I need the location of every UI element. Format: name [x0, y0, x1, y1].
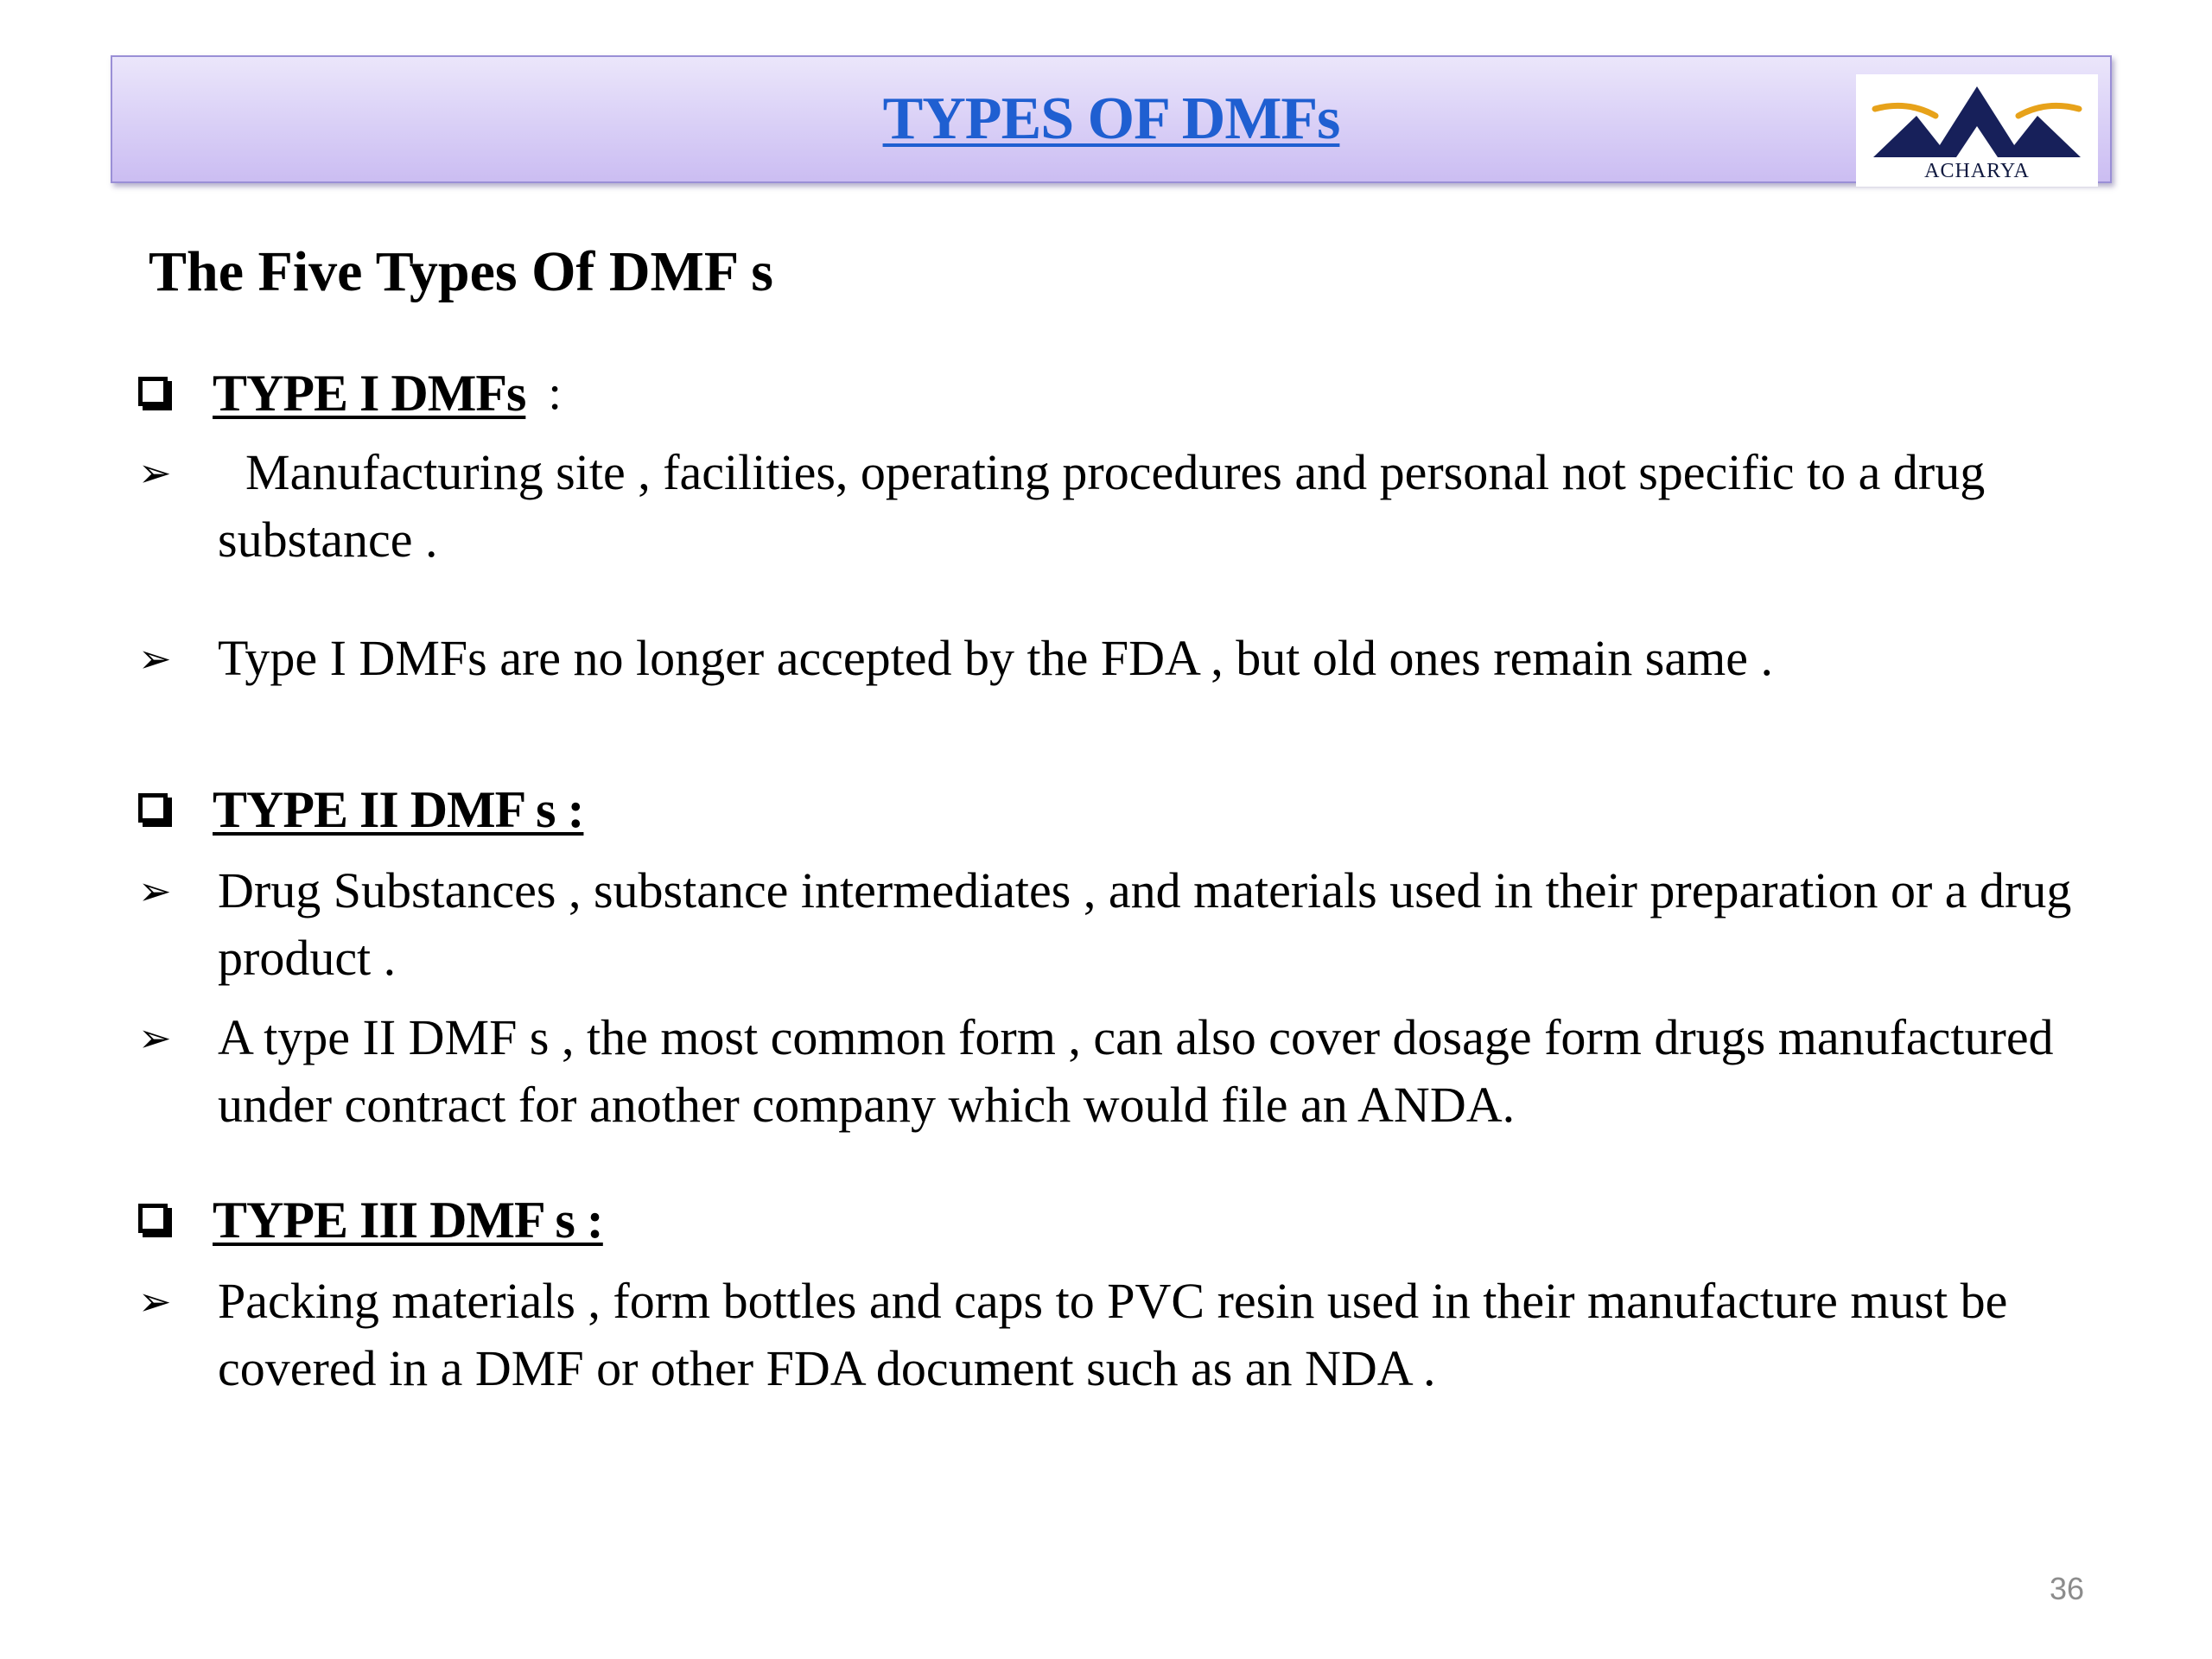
- section-heading: TYPE II DMF s :: [213, 781, 584, 838]
- acharya-logo: [1856, 74, 2098, 187]
- list-item: [138, 857, 2074, 992]
- section-type-2-heading: [138, 779, 583, 840]
- hollow-square-icon: [138, 377, 168, 406]
- list-item: [138, 625, 2074, 692]
- section-heading: TYPE III DMF s :: [213, 1192, 603, 1249]
- arrow-bullet-icon: ➢: [138, 449, 172, 496]
- page-number: 36: [2050, 1571, 2085, 1606]
- bullet-text: Type I DMFs are no longer accepted by the FDA , but old ones remain same .: [218, 630, 1773, 686]
- section-heading: TYPE I DMFs: [213, 365, 526, 422]
- hollow-square-icon: [138, 1204, 168, 1233]
- bullet-text: A type II DMF s , the most common form , can also cover dosage form drugs manufactured under contract for another company which would file an ANDA.: [218, 1009, 2054, 1133]
- hollow-square-icon: [138, 793, 168, 823]
- logo-text: ACHARYA: [1924, 160, 2030, 182]
- arrow-bullet-icon: ➢: [138, 1278, 172, 1325]
- bullet-text: Manufacturing site , facilities, operating procedures and personal not specific to a drug substance .: [218, 444, 1986, 568]
- arrow-bullet-icon: ➢: [138, 868, 172, 914]
- arrow-bullet-icon: ➢: [138, 635, 172, 682]
- list-item: [138, 1004, 2074, 1139]
- arrow-bullet-icon: ➢: [138, 1014, 172, 1061]
- list-item: [138, 1268, 2074, 1402]
- section-type-3-heading: [138, 1190, 603, 1250]
- title-bar: [111, 55, 2112, 183]
- section-type-1-heading: [138, 363, 562, 423]
- acharya-logo-icon: [1856, 74, 2098, 161]
- section-heading-colon: :: [548, 366, 562, 420]
- slide-title: TYPES OF DMFs: [882, 86, 1340, 152]
- bullet-text: Packing materials , form bottles and caps to PVC resin used in their manufacture must be covered in a DMF or other FDA document such as an NDA .: [218, 1273, 2008, 1396]
- slide-subtitle: The Five Types Of DMF s: [149, 240, 773, 303]
- bullet-text: Drug Substances , substance intermediates , and materials used in their preparation or a drug product .: [218, 862, 2072, 986]
- list-item: [138, 439, 2074, 574]
